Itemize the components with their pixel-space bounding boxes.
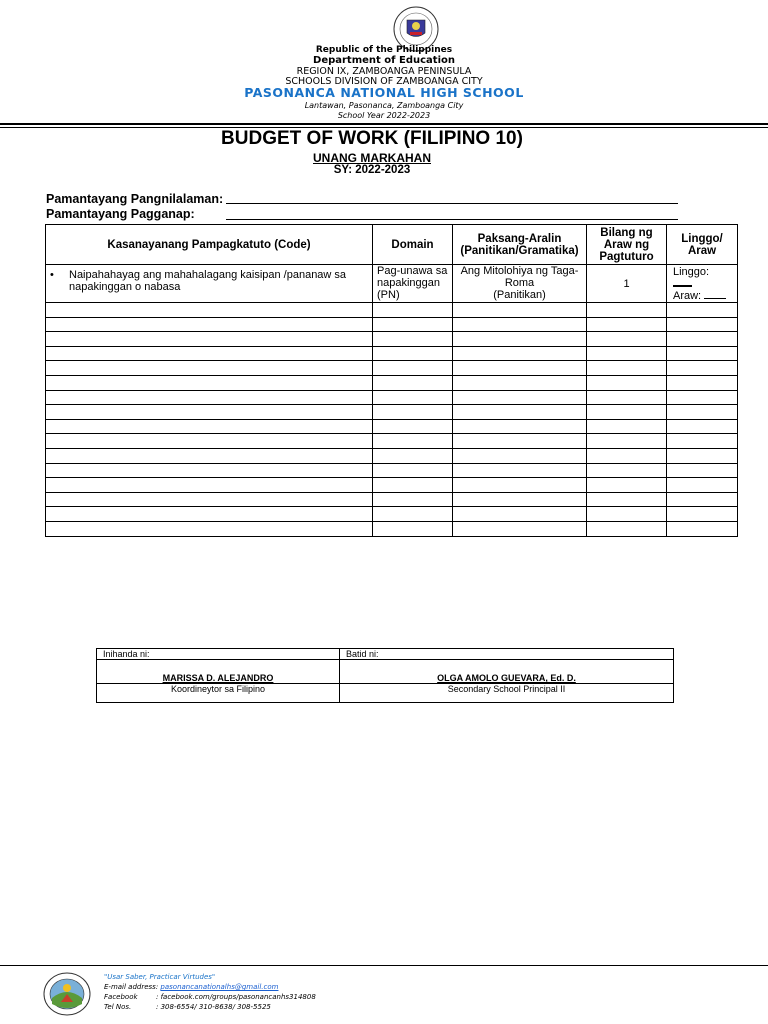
topic-cell[interactable] xyxy=(453,361,587,376)
topic-text: Ang Mitolohiya ng Taga-Roma xyxy=(460,265,579,289)
days-cell[interactable] xyxy=(587,448,667,463)
competency-cell[interactable] xyxy=(46,332,373,347)
footer-email-row xyxy=(104,983,278,991)
competency-cell[interactable] xyxy=(46,507,373,522)
topic-cell[interactable] xyxy=(453,303,587,318)
domain-cell[interactable] xyxy=(373,332,453,347)
table-row xyxy=(46,434,738,449)
competency-cell[interactable] xyxy=(46,521,373,536)
competency-cell[interactable] xyxy=(46,303,373,318)
competency-text: Naipahahayag ang mahahalagang kaisipan /pananaw sa napakinggan o nabasa xyxy=(69,269,347,293)
table-row xyxy=(46,521,738,536)
header-days-line1: Bilang ng xyxy=(600,226,653,239)
week-cell[interactable] xyxy=(667,448,738,463)
header-week xyxy=(667,225,738,265)
table-row xyxy=(46,419,738,434)
days-cell[interactable] xyxy=(587,332,667,347)
topic-cell[interactable] xyxy=(453,405,587,420)
domain-cell[interactable] xyxy=(373,405,453,420)
school-address: Lantawan, Pasonanca, Zamboanga City xyxy=(304,101,464,110)
days-cell[interactable] xyxy=(587,507,667,522)
header-competency: Kasanayanang Pampagkatuto (Code) xyxy=(46,225,373,265)
header-topic-line1: Paksang-Aralin xyxy=(477,232,562,245)
table-row xyxy=(46,507,738,522)
week-cell[interactable] xyxy=(667,507,738,522)
division-line: SCHOOLS DIVISION OF ZAMBOANGA CITY xyxy=(285,76,483,87)
topic-cell[interactable] xyxy=(453,419,587,434)
school-year: School Year 2022-2023 xyxy=(337,111,431,120)
week-cell[interactable] xyxy=(667,405,738,420)
week-cell[interactable] xyxy=(667,434,738,449)
region-line: REGION IX, ZAMBOANGA PENINSULA xyxy=(296,66,472,77)
week-cell[interactable] xyxy=(667,332,738,347)
topic-cell[interactable] xyxy=(453,390,587,405)
table-row xyxy=(46,405,738,420)
performance-standard-line[interactable] xyxy=(226,219,678,220)
domain-cell[interactable] xyxy=(373,390,453,405)
competency-cell[interactable] xyxy=(46,361,373,376)
header-topic-line2: (Panitikan/Gramatika) xyxy=(460,244,579,257)
competency-cell[interactable] xyxy=(46,492,373,507)
topic-cell[interactable] xyxy=(453,507,587,522)
topic-cell[interactable] xyxy=(453,317,587,332)
domain-cell[interactable] xyxy=(373,448,453,463)
competency-cell[interactable] xyxy=(46,390,373,405)
content-standard-label: Pamantayang Pangnilalaman: xyxy=(46,192,224,206)
table-row xyxy=(46,463,738,478)
week-cell[interactable] xyxy=(667,317,738,332)
topic-type: (Panitikan) xyxy=(493,289,546,301)
school-name: PASONANCA NATIONAL HIGH SCHOOL xyxy=(244,85,524,100)
header-days-line3: Pagtuturo xyxy=(599,250,654,263)
signature-table xyxy=(96,648,674,703)
days-cell[interactable] xyxy=(587,478,667,493)
header-topic xyxy=(453,225,587,265)
days-cell[interactable] xyxy=(587,361,667,376)
days-cell[interactable] xyxy=(587,463,667,478)
facebook-label: Facebook xyxy=(104,993,138,1001)
table-row xyxy=(46,317,738,332)
week-cell[interactable] xyxy=(667,419,738,434)
week-cell[interactable] xyxy=(667,478,738,493)
header-domain: Domain xyxy=(373,225,453,265)
days-cell[interactable] xyxy=(587,303,667,318)
days-cell[interactable]: 1 xyxy=(587,265,667,303)
document-subtitle: UNANG MARKAHAN xyxy=(313,151,431,165)
competency-cell[interactable] xyxy=(46,434,373,449)
table-row xyxy=(46,375,738,390)
day-blank xyxy=(704,298,726,299)
competency-cell[interactable] xyxy=(46,265,373,303)
topic-cell[interactable] xyxy=(453,375,587,390)
domain-cell[interactable] xyxy=(373,478,453,493)
days-cell[interactable] xyxy=(587,390,667,405)
footer-motto: "Usar Saber, Practicar Virtudes" xyxy=(104,973,216,981)
tel-numbers: : 308-6554/ 310-8638/ 308-5525 xyxy=(156,1003,271,1011)
table-row xyxy=(46,448,738,463)
email-link[interactable]: pasonancanationalhs@gmail.com xyxy=(160,983,279,991)
topic-cell[interactable] xyxy=(453,463,587,478)
days-cell[interactable] xyxy=(587,434,667,449)
competency-cell[interactable] xyxy=(46,463,373,478)
week-cell[interactable] xyxy=(667,390,738,405)
competency-cell[interactable] xyxy=(46,317,373,332)
competency-cell[interactable] xyxy=(46,478,373,493)
table-row xyxy=(46,332,738,347)
content-standard-line[interactable] xyxy=(226,203,678,204)
noted-by-name: OLGA AMOLO GUEVARA, Ed. D. xyxy=(340,660,674,684)
footer-divider xyxy=(0,965,768,966)
noted-by-label: Batid ni: xyxy=(340,649,674,660)
document-title: BUDGET OF WORK (FILIPINO 10) xyxy=(221,128,523,149)
week-cell[interactable] xyxy=(667,346,738,361)
days-cell[interactable] xyxy=(587,492,667,507)
week-cell[interactable] xyxy=(667,463,738,478)
topic-cell[interactable] xyxy=(453,434,587,449)
competency-cell[interactable] xyxy=(46,346,373,361)
week-cell[interactable] xyxy=(667,265,738,303)
domain-cell[interactable] xyxy=(373,521,453,536)
days-cell[interactable] xyxy=(587,346,667,361)
table-row xyxy=(46,265,738,303)
topic-cell[interactable] xyxy=(453,332,587,347)
week-cell[interactable] xyxy=(667,303,738,318)
competency-cell[interactable] xyxy=(46,405,373,420)
domain-cell[interactable] xyxy=(373,303,453,318)
topic-cell[interactable] xyxy=(453,478,587,493)
facebook-url: : facebook.com/groups/pasonancanhs314808 xyxy=(156,993,316,1001)
signature-position-row xyxy=(97,684,674,703)
table-row xyxy=(46,361,738,376)
table-row xyxy=(46,390,738,405)
domain-cell[interactable] xyxy=(373,317,453,332)
topic-cell[interactable] xyxy=(453,448,587,463)
republic-line: Republic of the Philippines xyxy=(315,45,453,55)
header-divider xyxy=(0,123,768,125)
header-week-line2: Araw xyxy=(687,244,717,257)
signature-label-row xyxy=(97,649,674,660)
prepared-by-position: Koordineytor sa Filipino xyxy=(97,684,340,703)
days-cell[interactable] xyxy=(587,521,667,536)
table-row xyxy=(46,492,738,507)
tel-label: Tel Nos. xyxy=(104,1003,132,1011)
days-cell[interactable] xyxy=(587,375,667,390)
email-label: E-mail address: xyxy=(104,983,159,991)
topic-cell[interactable] xyxy=(453,346,587,361)
domain-cell[interactable] xyxy=(373,346,453,361)
footer-facebook-row xyxy=(104,993,316,1001)
domain-cell[interactable]: Pag-unawa sa napakinggan (PN) xyxy=(373,265,453,303)
school-logo-icon xyxy=(43,972,91,1016)
table-row xyxy=(46,346,738,361)
table-header-row xyxy=(46,225,738,265)
budget-of-work-table xyxy=(45,224,738,537)
week-cell[interactable] xyxy=(667,492,738,507)
competency-cell[interactable] xyxy=(46,375,373,390)
bullet: • xyxy=(50,269,54,281)
topic-cell[interactable] xyxy=(453,265,587,303)
week-cell[interactable] xyxy=(667,361,738,376)
domain-cell[interactable] xyxy=(373,375,453,390)
header-days xyxy=(587,225,667,265)
week-cell[interactable] xyxy=(667,375,738,390)
table-row xyxy=(46,478,738,493)
day-label: Araw: xyxy=(673,289,702,302)
domain-cell[interactable] xyxy=(373,361,453,376)
prepared-by-name: MARISSA D. ALEJANDRO xyxy=(97,660,340,684)
competency-cell[interactable] xyxy=(46,419,373,434)
domain-cell[interactable] xyxy=(373,419,453,434)
days-cell[interactable] xyxy=(587,317,667,332)
domain-cell[interactable] xyxy=(373,492,453,507)
signature-name-row xyxy=(97,660,674,684)
week-label: Linggo: xyxy=(673,265,710,278)
domain-cell[interactable] xyxy=(373,507,453,522)
domain-cell[interactable] xyxy=(373,434,453,449)
week-cell[interactable] xyxy=(667,521,738,536)
department-line: Department of Education xyxy=(313,55,455,66)
week-blank xyxy=(673,285,692,287)
footer-tel-row xyxy=(104,1003,271,1011)
competency-cell[interactable] xyxy=(46,448,373,463)
days-cell[interactable] xyxy=(587,419,667,434)
performance-standard-label: Pamantayang Pagganap: xyxy=(46,207,195,221)
topic-cell[interactable] xyxy=(453,492,587,507)
days-cell[interactable] xyxy=(587,405,667,420)
table-row xyxy=(46,303,738,318)
prepared-by-label: Inihanda ni: xyxy=(97,649,340,660)
header-week-line1: Linggo/ xyxy=(681,232,723,245)
domain-cell[interactable] xyxy=(373,463,453,478)
noted-by-position: Secondary School Principal II xyxy=(340,684,674,703)
header-days-line2: Araw ng xyxy=(603,238,650,251)
topic-cell[interactable] xyxy=(453,521,587,536)
document-sy: SY: 2022-2023 xyxy=(333,164,411,176)
